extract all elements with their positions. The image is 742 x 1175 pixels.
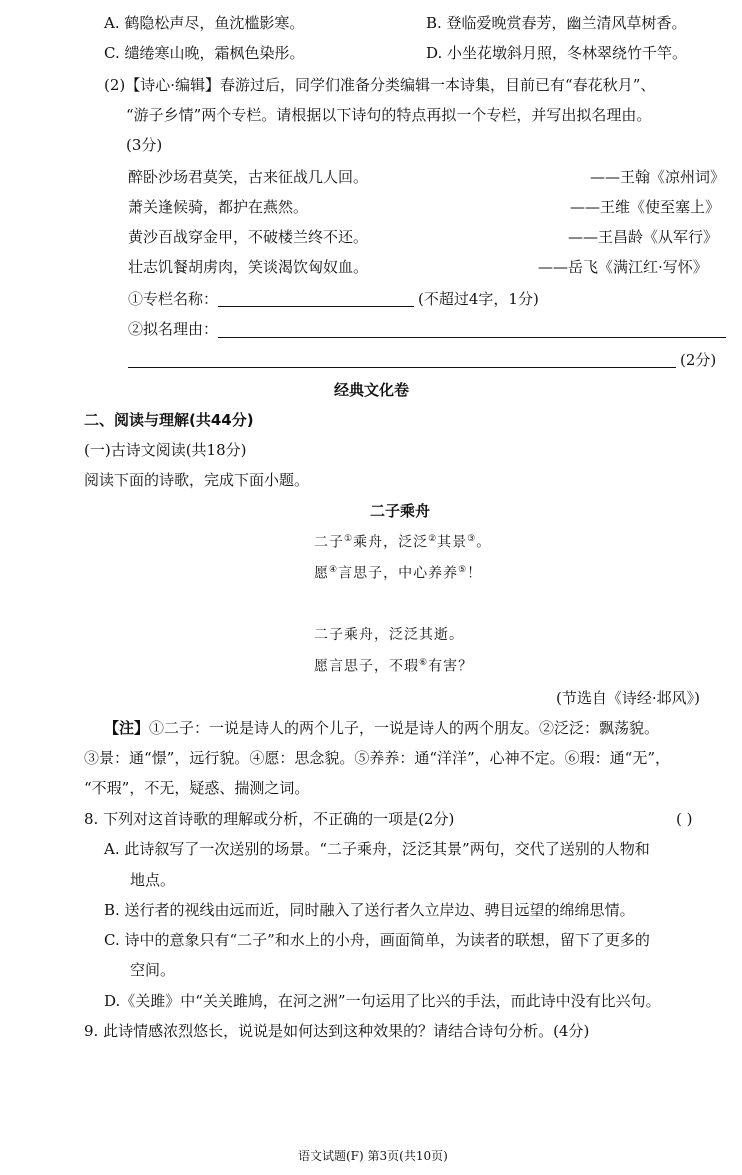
poem-line-1: 二子①乘舟，泛泛②其景③。 [314,534,492,551]
notes-line-3: “不瑕”，不无，疑惑、揣测之词。 [84,779,310,797]
q7-2-stem-line3: (3分) [126,136,163,154]
reason-answer-line-2[interactable] [128,367,676,368]
reason-label: ②拟名理由： [128,320,219,338]
q7-option-c: C. 缱绻寒山晚，霜枫色染彤。 [104,44,305,62]
section-title: 经典文化卷 [334,381,410,399]
q7-option-d: D. 小坐花墩斜月照，冬林翠绕竹千竿。 [426,44,688,62]
note-ref-4: ④ [329,565,339,575]
q8-option-c-line2: 空间。 [130,961,176,979]
q8-option-a-line1: A. 此诗叙写了一次送别的场景。“二子乘舟，泛泛其景”两句，交代了送别的人物和 [104,840,650,858]
q8-option-d: D.《关雎》中“关关雎鸠，在河之洲”一句运用了比兴的手法，而此诗中没有比兴句。 [104,992,661,1010]
q8-option-a-line2: 地点。 [130,871,176,889]
reason-score: (2分) [680,351,717,369]
verse-3-author: ——王昌龄《从军行》 [568,228,719,246]
column-name-note: (不超过4字，1分) [418,290,539,308]
q7-2-stem-line1: (2)【诗心·编辑】春游过后，同学们准备分类编辑一本诗集，目前已有“春花秋月”、 [104,76,656,94]
q8-option-b: B. 送行者的视线由远而近，同时融入了送行者久立岸边、骋目远望的绵绵思情。 [104,901,635,919]
q7-option-b: B. 登临爱晚赏春芳，幽兰清风草树香。 [426,14,687,32]
page-footer: 语文试题(F) 第3页(共10页) [298,1149,448,1163]
note-ref-2: ② [428,534,438,544]
reason-answer-line-1[interactable] [218,337,726,338]
note-ref-6: ⑥ [419,658,429,668]
note-ref-5: ⑤ [458,565,468,575]
q9-stem: 9. 此诗情感浓烈悠长，说说是如何达到这种效果的？请结合诗句分析。(4分) [84,1022,590,1040]
poem-line-2: 愿④言思子，中心养养⑤！ [314,565,483,582]
verse-4-author: ——岳飞《满江红·写怀》 [538,258,708,276]
part2-subheading: (一)古诗文阅读(共18分) [84,441,247,459]
q8-answer-bracket[interactable]: ( ) [676,810,693,828]
q8-stem: 8. 下列对这首诗歌的理解或分析，不正确的一项是(2分) [84,810,455,828]
poem-title: 二子乘舟 [370,502,431,520]
verse-4: 壮志饥餐胡虏肉，笑谈渴饮匈奴血。 [128,258,369,276]
notes-line-2: ③景：通“憬”，远行貌。④愿：思念貌。⑤养养：通“洋洋”，心神不定。⑥瑕：通“无”， [84,749,671,767]
notes-label: 【注】 [104,719,150,737]
verse-2-author: ——王维《使至塞上》 [570,198,721,216]
q7-2-stem-line2: “游子乡情”两个专栏。请根据以下诗句的特点再拟一个专栏，并写出拟名理由。 [126,106,652,124]
poem-line-3: 二子乘舟，泛泛其逝。 [314,627,464,643]
poem-source: (节选自《诗经·邶风》) [556,689,700,707]
q8-option-c-line1: C. 诗中的意象只有“二子”和水上的小舟，画面简单，为读者的联想，留下了更多的 [104,931,650,949]
part2-heading: 二、阅读与理解(共44分) [84,411,254,429]
part2-instruction: 阅读下面的诗歌，完成下面小题。 [84,471,310,489]
note-ref-3: ③ [467,534,477,544]
notes-line-1: 【注】①二子：一说是诗人的两个儿子，一说是诗人的两个朋友。②泛泛：飘荡貌。 [104,719,660,737]
column-name-label: ①专栏名称： [128,290,219,308]
poem-line-4: 愿言思子，不瑕⑥有害？ [314,658,474,675]
verse-1: 醉卧沙场君莫笑，古来征战几人回。 [128,168,369,186]
verse-3: 黄沙百战穿金甲，不破楼兰终不还。 [128,228,369,246]
q7-option-a: A. 鹤隐松声尽，鱼沈槛影寒。 [104,14,305,32]
verse-1-author: ——王翰《凉州词》 [590,168,726,186]
note-ref-1: ① [344,534,354,544]
verse-2: 萧关逢候骑，都护在燕然。 [128,198,309,216]
column-name-answer-line[interactable] [218,306,414,307]
